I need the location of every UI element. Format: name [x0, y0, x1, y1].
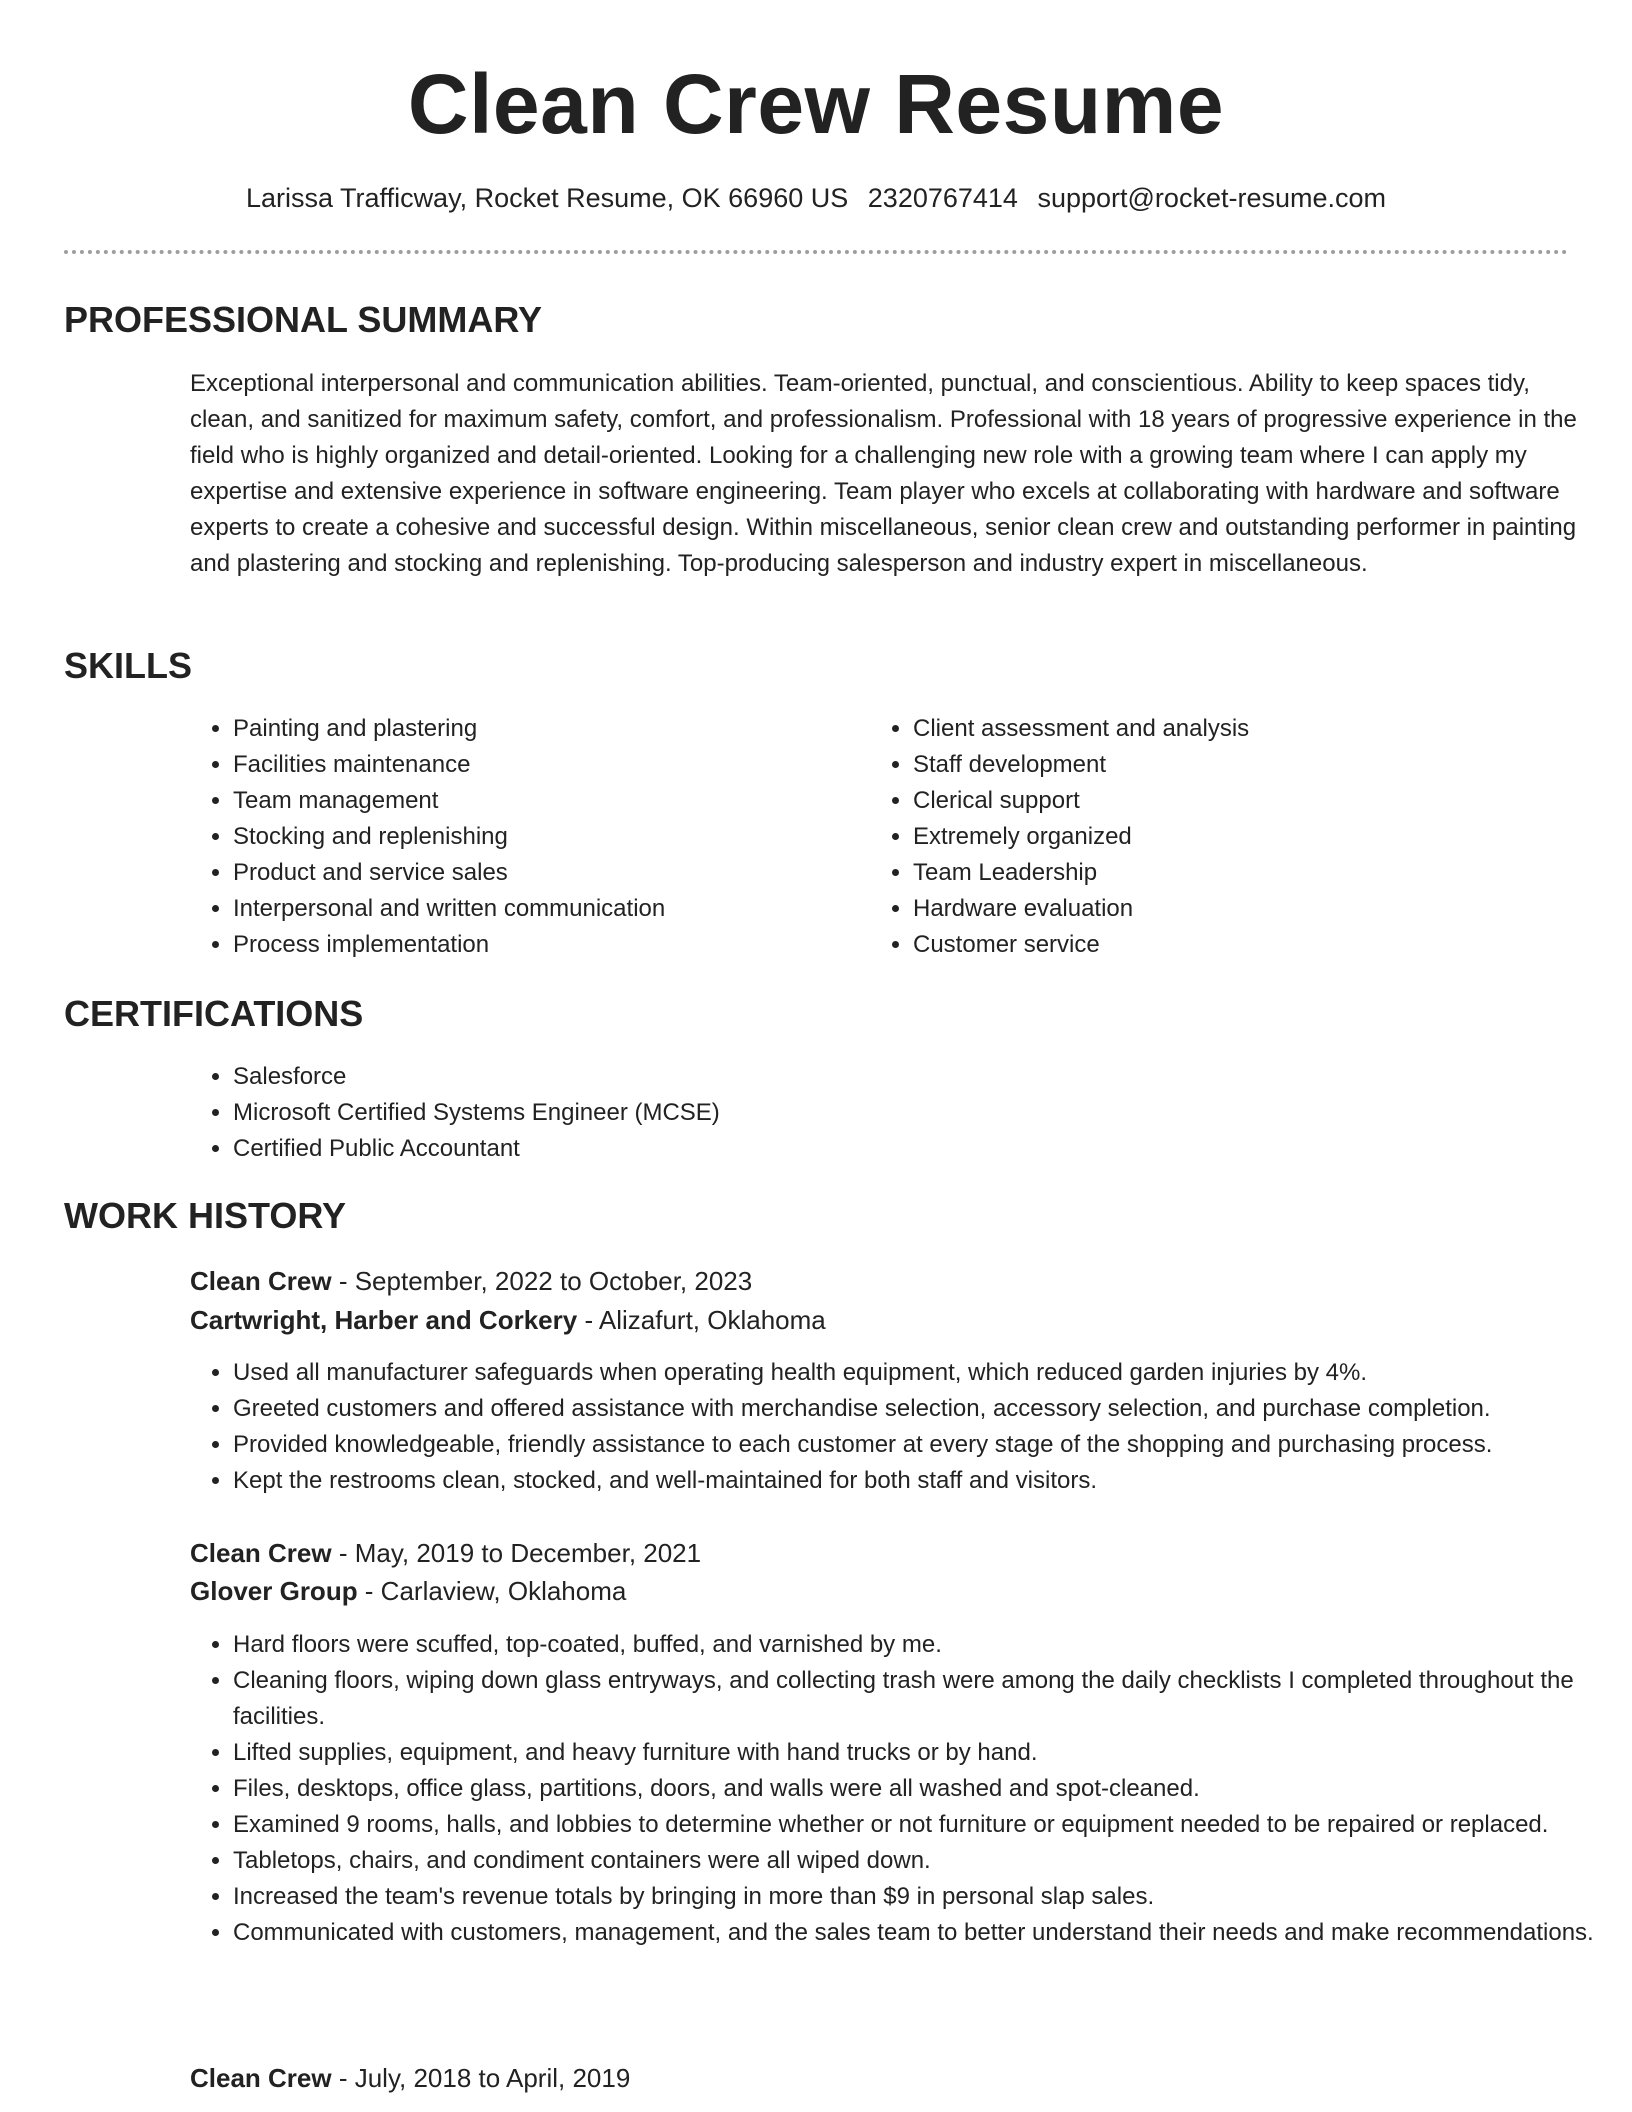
contact-phone: 2320767414	[867, 183, 1018, 213]
section-title-skills: SKILLS	[64, 645, 193, 686]
list-item: • Cleaning floors, wiping down glass entryways, and collecting trash were among the daily checklists I completed throughout the facilities.	[233, 1663, 1623, 1735]
contact-email[interactable]: support@rocket-resume.com	[1037, 183, 1386, 213]
section-title-summary: PROFESSIONAL SUMMARY	[64, 299, 543, 340]
list-item: • Certified Public Accountant	[233, 1131, 1613, 1167]
list-item: • Product and service sales	[233, 855, 833, 891]
list-item: • Examined 9 rooms, halls, and lobbies to determine whether or not furniture or equipment needed to be repaired or replaced.	[233, 1807, 1623, 1843]
job-title-line	[190, 2059, 630, 2097]
list-item: • Stocking and replenishing	[233, 819, 833, 855]
list-item: • Greeted customers and offered assistance with merchandise selection, accessory selection, and purchase completion.	[233, 1391, 1623, 1427]
job-dates: - July, 2018 to April, 2019	[331, 2063, 631, 2093]
list-item: • Hardware evaluation	[913, 891, 1613, 927]
job-location: - Carlaview, Oklahoma	[357, 1576, 627, 1606]
list-item: • Client assessment and analysis	[913, 711, 1613, 747]
list-item: • Kept the restrooms clean, stocked, and well-maintained for both staff and visitors.	[233, 1463, 1623, 1499]
job-title-line	[190, 1534, 701, 1572]
list-item: • Salesforce	[233, 1059, 1613, 1095]
list-item: • Clerical support	[913, 783, 1613, 819]
section-title-work-history: WORK HISTORY	[64, 1195, 347, 1236]
section-title-certifications: CERTIFICATIONS	[64, 993, 364, 1034]
list-item: • Facilities maintenance	[233, 747, 833, 783]
list-item: • Microsoft Certified Systems Engineer (MCSE)	[233, 1095, 1613, 1131]
list-item: • Hard floors were scuffed, top-coated, buffed, and varnished by me.	[233, 1627, 1623, 1663]
job-role: Clean Crew	[190, 2063, 332, 2093]
certifications-list	[190, 1059, 1613, 1167]
list-item: • Used all manufacturer safeguards when operating health equipment, which reduced garden injuries by 4%.	[233, 1355, 1623, 1391]
job-location: - Alizafurt, Oklahoma	[577, 1305, 826, 1335]
list-item: • Tabletops, chairs, and condiment containers were all wiped down.	[233, 1843, 1623, 1879]
list-item: • Communicated with customers, management, and the sales team to better understand their needs and make recommendations.	[233, 1915, 1623, 1951]
list-item: • Extremely organized	[913, 819, 1613, 855]
list-item: • Provided knowledgeable, friendly assistance to each customer at every stage of the shopping and purchasing process.	[233, 1427, 1623, 1463]
job-company: Cartwright, Harber and Corkery	[190, 1305, 578, 1335]
list-item: • Team management	[233, 783, 833, 819]
job-company-line	[190, 1301, 826, 1339]
job-bullets	[190, 1627, 1623, 1951]
contact-address: Larissa Trafficway, Rocket Resume, OK 66960 US	[246, 183, 849, 213]
list-item: • Increased the team's revenue totals by bringing in more than $9 in personal slap sales.	[233, 1879, 1623, 1915]
job-dates: - May, 2019 to December, 2021	[331, 1538, 702, 1568]
job-dates: - September, 2022 to October, 2023	[331, 1266, 753, 1296]
skills-list-right	[870, 711, 1613, 963]
list-item: • Painting and plastering	[233, 711, 833, 747]
job-company-line	[190, 1572, 626, 1610]
list-item: • Customer service	[913, 927, 1613, 963]
header-divider	[64, 250, 1568, 254]
job-role: Clean Crew	[190, 1538, 332, 1568]
job-role: Clean Crew	[190, 1266, 332, 1296]
list-item: • Lifted supplies, equipment, and heavy furniture with hand trucks or by hand.	[233, 1735, 1623, 1771]
list-item: • Staff development	[913, 747, 1613, 783]
skills-list-left	[190, 711, 833, 963]
contact-line	[0, 180, 1632, 216]
job-company: Glover Group	[190, 1576, 358, 1606]
job-title-line	[190, 1262, 752, 1300]
list-item: • Files, desktops, office glass, partitions, doors, and walls were all washed and spot-cleaned.	[233, 1771, 1623, 1807]
list-item: • Team Leadership	[913, 855, 1613, 891]
list-item: • Process implementation	[233, 927, 833, 963]
summary-text: Exceptional interpersonal and communication abilities. Team-oriented, punctual, and conscientious. Ability to keep spaces tidy, clean, and sanitized for maximum safety, comfort, and professionalism. Professional with 18 years of progressive experience in the field who is highly organized and detail-oriented. Looking for a challenging new role with a growing team where I can apply my expertise and extensive experience in software engineering. Team player who excels at collaborating with hardware and software experts to create a cohesive and successful design. Within miscellaneous, senior clean crew and outstanding performer in painting and plastering and stocking and replenishing. Top-producing salesperson and industry expert in miscellaneous.	[190, 370, 1577, 577]
list-item: • Interpersonal and written communication	[233, 891, 833, 927]
resume-title: Clean Crew Resume	[407, 57, 1225, 151]
job-bullets	[190, 1355, 1623, 1499]
